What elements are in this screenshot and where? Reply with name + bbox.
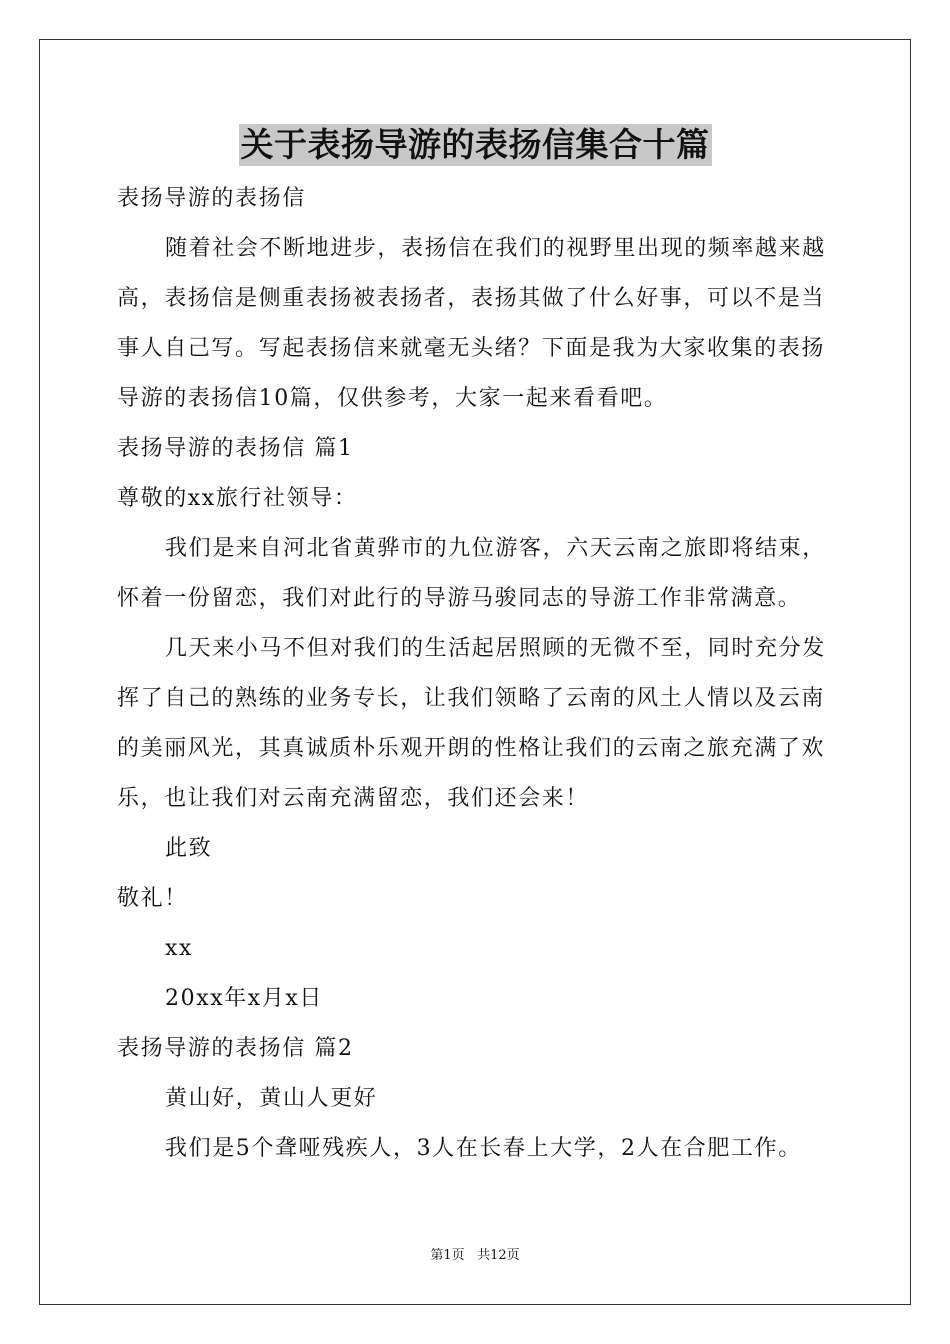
section-heading: 表扬导游的表扬信 篇2 [117,1036,354,1061]
paragraph-line: 几天来小马不但对我们的生活起居照顾的无微不至，同时充分发 [165,636,826,661]
paragraph-line: 我们是5个聋哑残疾人，3人在长春上大学，2人在合肥工作。 [165,1136,802,1161]
page-number: 第1页 [430,1248,465,1263]
page-footer [0,1247,950,1265]
title-container [0,124,950,166]
paragraph-line: 我们是来自河北省黄骅市的九位游客，六天云南之旅即将结束， [165,536,826,561]
paragraph-line: 导游的表扬信10篇，仅供参考，大家一起来看看吧。 [117,386,668,411]
closing-line: 敬礼！ [117,886,188,911]
paragraph-line: 怀着一份留恋，我们对此行的导游马骏同志的导游工作非常满意。 [117,586,802,611]
date-line: 20xx年x月x日 [165,986,324,1011]
paragraph-line: 挥了自己的熟练的业务专长，让我们领略了云南的风土人情以及云南 [117,686,826,711]
paragraph-line: 事人自己写。写起表扬信来就毫无头绪？下面是我为大家收集的表扬 [117,336,826,361]
salutation: 尊敬的xx旅行社领导： [117,486,358,511]
page-total: 共12页 [477,1248,520,1263]
section-heading: 表扬导游的表扬信 篇1 [117,436,354,461]
paragraph-line: 乐，也让我们对云南充满留恋，我们还会来！ [117,786,590,811]
paragraph-line: 黄山好，黄山人更好 [165,1086,378,1111]
paragraph-line: 的美丽风光，其真诚质朴乐观开朗的性格让我们的云南之旅充满了欢 [117,736,826,761]
document-title: 关于表扬导游的表扬信集合十篇 [240,125,710,164]
page-border [39,39,911,1305]
closing-line: 此致 [165,836,213,861]
paragraph-line: 随着社会不断地进步，表扬信在我们的视野里出现的频率越来越 [165,236,826,261]
paragraph-line: 高，表扬信是侧重表扬被表扬者，表扬其做了什么好事，可以不是当 [117,286,826,311]
signature: xx [165,936,194,961]
section-heading: 表扬导游的表扬信 [117,186,306,211]
